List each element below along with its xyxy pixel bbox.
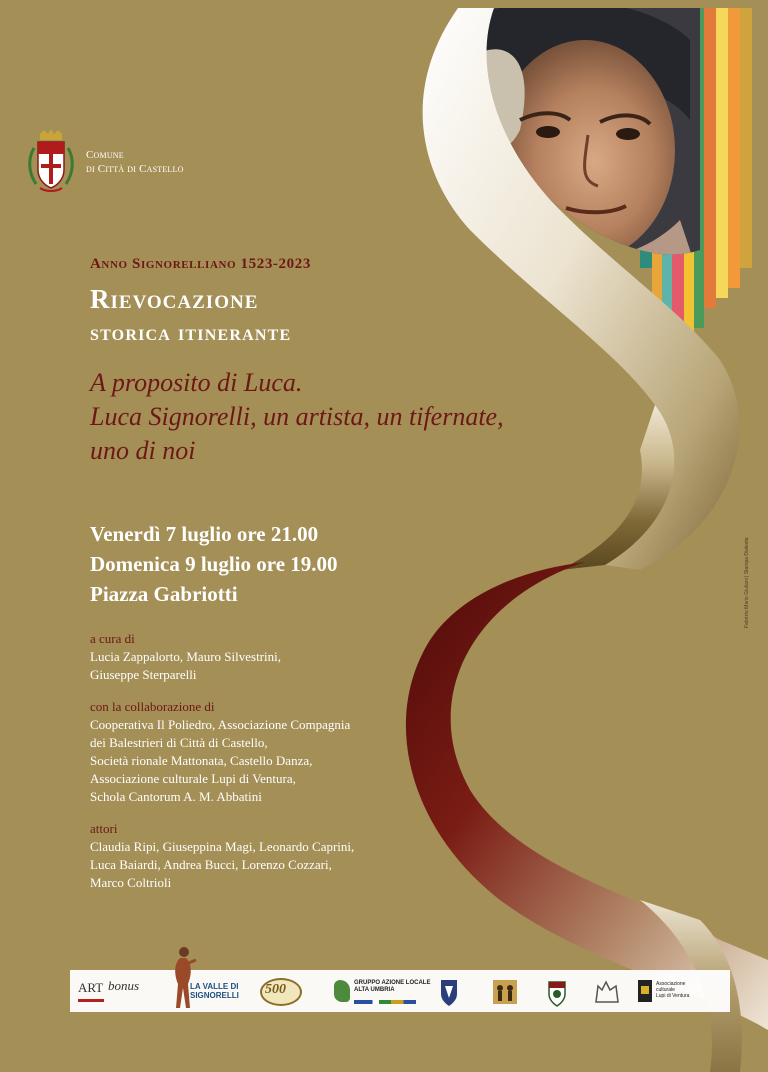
collab-group — [90, 698, 354, 806]
venue-line: Piazza Gabriotti — [90, 582, 238, 606]
title-line-2: storica itinerante — [90, 320, 292, 345]
curated-line: Giuseppe Sterparelli — [90, 667, 197, 682]
crest-emblem-icon — [546, 976, 568, 1008]
photo-credit — [744, 520, 756, 630]
valle-line-1: LA VALLE DI — [190, 982, 239, 991]
lupi-mark-icon — [638, 980, 652, 1002]
sponsor-logos — [72, 972, 728, 1012]
collab-line: Associazione culturale Lupi di Ventura, — [90, 771, 296, 786]
photo-credit-text: Fabrizio Mario Giuliani | Stampa Dialesta — [744, 537, 750, 628]
artbonus-text-b: bonus — [108, 978, 140, 993]
credits — [90, 630, 354, 906]
actors-line: Luca Baiardi, Andrea Bucci, Lorenzo Cozzari, — [90, 857, 332, 872]
valle-line-2: SIGNORELLI — [190, 991, 239, 1000]
curated-heading: a cura di — [90, 631, 135, 646]
event-dates — [90, 519, 338, 609]
anniversary-number: 500 — [265, 982, 286, 997]
anno-heading: Anno Signorelliano 1523-2023 — [90, 256, 311, 272]
collab-line: Cooperativa Il Poliedro, Associazione Compagnia — [90, 717, 351, 732]
actors-line: Claudia Ripi, Giuseppina Magi, Leonardo Caprini, — [90, 839, 355, 854]
subtitle-line: A proposito di Luca. — [90, 368, 303, 397]
curated-group — [90, 630, 354, 684]
valle-signorelli-logo — [188, 976, 242, 1008]
gal-line-2: ALTA UMBRIA — [354, 987, 395, 993]
subtitle-line: uno di noi — [90, 436, 196, 465]
gal-line-1: GRUPPO AZIONE LOCALE — [354, 980, 431, 986]
asso-line-2: culturale — [656, 987, 675, 993]
figures-emblem-icon — [492, 976, 514, 1008]
comune-name — [86, 148, 184, 176]
shield-emblem-icon — [438, 976, 460, 1008]
wolf-outline-icon — [592, 976, 614, 1008]
curated-line: Lucia Zappalorto, Mauro Silvestrini, — [90, 649, 281, 664]
collab-line: Schola Cantorum A. M. Abbatini — [90, 789, 262, 804]
subtitle-line: Luca Signorelli, un artista, un tifernate, — [90, 402, 504, 431]
umbria-map-icon — [334, 980, 350, 1002]
asso-line-1: Associazione — [656, 981, 686, 987]
comune-crest — [26, 128, 76, 194]
collab-heading: con la collaborazione di — [90, 699, 215, 714]
collab-line: Società rionale Mattonata, Castello Danza, — [90, 753, 313, 768]
actors-heading: attori — [90, 821, 118, 836]
lupi-ventura-logo — [638, 976, 690, 1008]
date-line: Domenica 9 luglio ore 19.00 — [90, 552, 338, 576]
eu-flags-icon — [354, 1000, 416, 1004]
date-line: Venerdì 7 luglio ore 21.00 — [90, 522, 319, 546]
artbonus-text-a: ART — [78, 980, 104, 995]
subtitle — [90, 366, 504, 468]
actors-group — [90, 820, 354, 892]
comune-line-2: di Città di Castello — [86, 163, 184, 175]
artbonus-logo — [76, 976, 154, 1008]
actors-line: Marco Coltrioli — [90, 875, 172, 890]
comune-line-1: Comune — [86, 149, 124, 161]
asso-line-3: Lupi di Ventura — [656, 993, 690, 999]
gal-alta-umbria-logo — [334, 976, 431, 1008]
anniversary-500-logo — [256, 976, 306, 1008]
collab-line: dei Balestrieri di Città di Castello, — [90, 735, 268, 750]
title-line-1: Rievocazione — [90, 284, 259, 314]
